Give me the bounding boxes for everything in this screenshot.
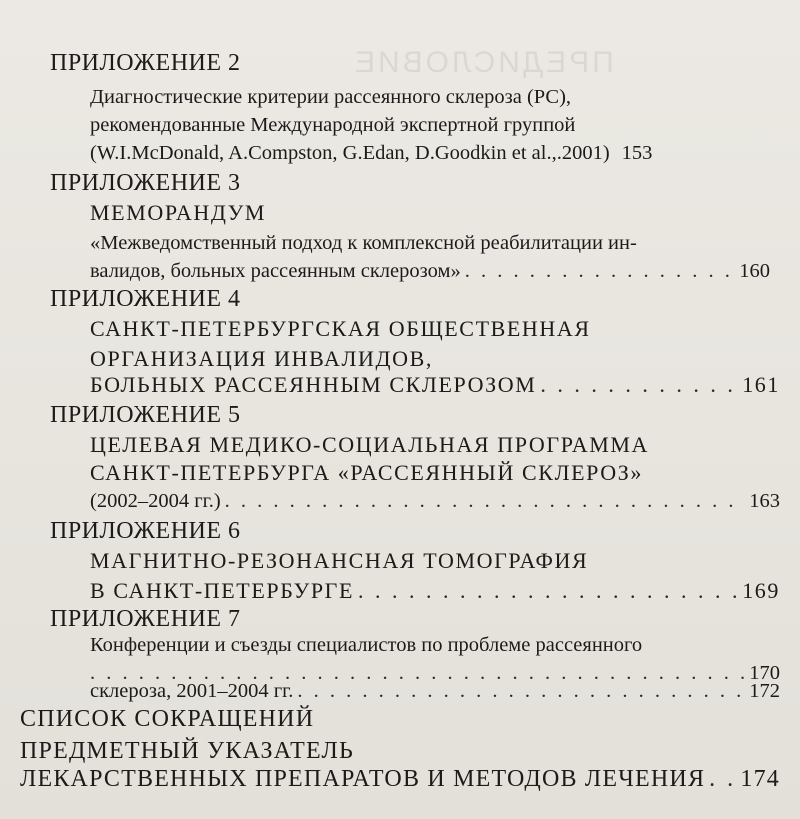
index-entry-line-1: ПРЕДМЕТНЫЙ УКАЗАТЕЛЬ bbox=[20, 738, 355, 764]
appendix-6-page-number: 169 bbox=[742, 578, 780, 603]
appendix-5-text-line-2: САНКТ-ПЕТЕРБУРГА «РАССЕЯННЫЙ СКЛЕРОЗ» bbox=[90, 460, 643, 485]
bleed-through-heading: ПРЕДИСЛОВИЕ bbox=[352, 46, 614, 79]
appendix-6-text-line-1: МАГНИТНО-РЕЗОНАНСНАЯ ТОМОГРАФИЯ bbox=[90, 548, 589, 573]
leader-dots bbox=[225, 490, 746, 513]
appendix-2-text-line-2: рекомендованные Международной экспертной группой bbox=[90, 114, 576, 136]
appendix-4-text: БОЛЬНЫХ РАССЕЯННЫМ СКЛЕРОЗОМ bbox=[90, 372, 537, 397]
appendix-3-page-number: 160 bbox=[739, 260, 770, 282]
appendix-5-text-line-1: ЦЕЛЕВАЯ МЕДИКО-СОЦИАЛЬНАЯ ПРОГРАММА bbox=[90, 432, 650, 457]
appendix-4-text-line-1: САНКТ-ПЕТЕРБУРГСКАЯ ОБЩЕСТВЕННАЯ bbox=[90, 316, 591, 341]
appendix-5-text-line-3 bbox=[90, 490, 780, 513]
leader-dots bbox=[540, 372, 738, 398]
appendix-2-text-line-1: Диагностические критерии рассеянного склероза (РС), bbox=[90, 86, 572, 108]
appendix-5-text: (2002–2004 гг.) bbox=[90, 490, 221, 512]
appendix-7-text-line-1: Конференции и съезды специалистов по проблеме рассеянного bbox=[90, 634, 643, 656]
appendix-7-text: склероза, 2001–2004 гг. bbox=[90, 680, 294, 702]
appendix-4-text-line-3 bbox=[90, 372, 780, 398]
index-entry-line-2 bbox=[20, 766, 780, 793]
appendix-6-text-line-2 bbox=[90, 578, 780, 604]
appendix-3-heading: ПРИЛОЖЕНИЕ 3 bbox=[50, 170, 241, 196]
appendix-4-page-number: 161 bbox=[742, 372, 780, 397]
appendix-5-page-number: 163 bbox=[749, 490, 780, 512]
appendix-2-page-number: 153 bbox=[621, 142, 653, 164]
appendix-3-text: валидов, больных рассеянным склерозом» bbox=[90, 260, 461, 282]
appendix-2-authors: (W.I.McDonald, A.Compston, G.Edan, D.Goodkin et al.,.2001) bbox=[90, 142, 610, 164]
appendix-2-text-line-3 bbox=[90, 142, 652, 165]
appendix-3-title: МЕМОРАНДУМ bbox=[90, 200, 267, 225]
appendix-6-heading: ПРИЛОЖЕНИЕ 6 bbox=[50, 518, 241, 544]
appendix-7-page-number: 170 bbox=[749, 662, 780, 684]
appendix-2-heading: ПРИЛОЖЕНИЕ 2 bbox=[50, 50, 241, 76]
leader-dots bbox=[358, 578, 738, 604]
leader-dots bbox=[709, 766, 736, 793]
appendix-7-text-line-2 bbox=[90, 680, 780, 703]
abbreviations-entry: СПИСОК СОКРАЩЕНИЙ bbox=[20, 706, 315, 732]
appendix-3-text-line-1: «Межведомственный подход к комплексной реабилитации ин- bbox=[90, 232, 637, 254]
leader-dots bbox=[297, 680, 745, 703]
appendix-6-text: В САНКТ-ПЕТЕРБУРГЕ bbox=[90, 578, 355, 603]
abbreviations-page-number: 172 bbox=[749, 680, 780, 702]
index-page-number: 174 bbox=[740, 766, 780, 792]
appendix-7-heading: ПРИЛОЖЕНИЕ 7 bbox=[50, 606, 241, 632]
appendix-4-text-line-2: ОРГАНИЗАЦИЯ ИНВАЛИДОВ, bbox=[90, 346, 433, 371]
appendix-5-heading: ПРИЛОЖЕНИЕ 5 bbox=[50, 402, 241, 428]
appendix-3-text-line-2 bbox=[90, 260, 770, 283]
index-entry-text: ЛЕКАРСТВЕННЫХ ПРЕПАРАТОВ И МЕТОДОВ ЛЕЧЕНИЯ bbox=[20, 766, 706, 792]
appendix-4-heading: ПРИЛОЖЕНИЕ 4 bbox=[50, 286, 241, 312]
leader-dots bbox=[465, 260, 736, 283]
